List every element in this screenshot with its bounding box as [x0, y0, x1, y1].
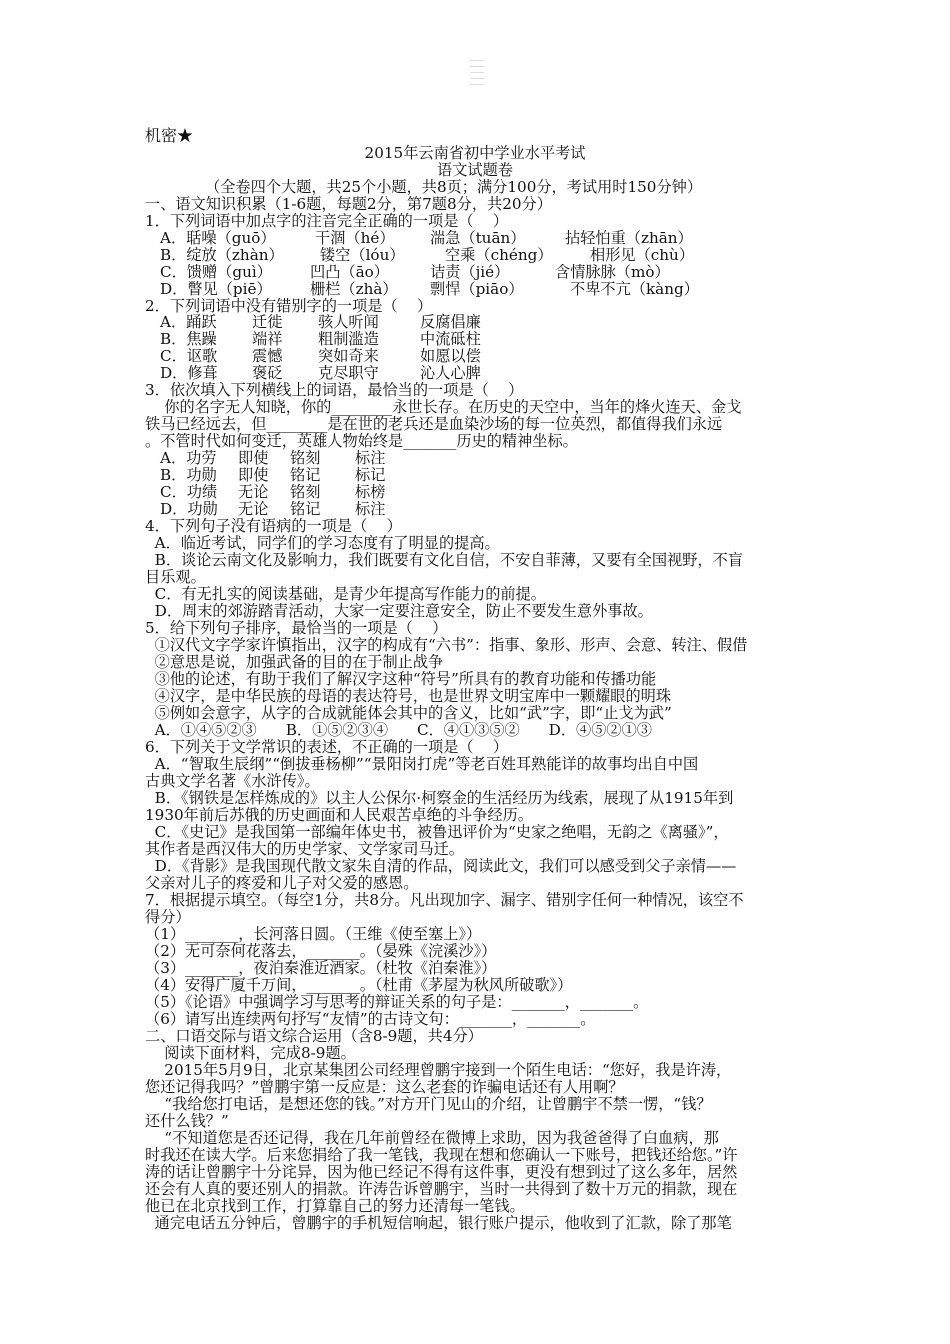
passage-line: 他已在北京找到工作，打算靠自己的努力还清每一笔钱。	[145, 1197, 525, 1215]
q3-option-a-word3: 铭刻	[290, 449, 321, 467]
q1-option-d-word3: 剽悍（piāo）	[430, 280, 524, 298]
q5-line: ⑤例如会意字，从字的合成就能体会其中的含义，比如“武”字，即“止戈为武”	[145, 704, 672, 722]
watermark-lines	[470, 55, 484, 93]
q4-line: A．临近考试，同学们的学习态度有了明显的提高。	[145, 534, 500, 552]
q3-option-a-word2: 即使	[238, 449, 269, 467]
q3-option-b-word4: 标记	[355, 466, 386, 484]
q6-line: C．《史记》是我国第一部编年体史书，被鲁迅评价为“史家之绝唱，无韵之《离骚》”，	[145, 823, 729, 841]
q3-option-b: B．功勋	[160, 466, 217, 484]
q2-option-a-word4: 反腐倡廉	[420, 313, 481, 331]
q5-options: A．①④⑤②③ B．①⑤②③④ C．④①③⑤② D．④⑤②①③	[145, 721, 652, 739]
q5-line: ②意思是说，加强武备的目的在于制止战争	[145, 653, 444, 671]
q6-line: 其作者是西汉伟大的历史学家、文学家司马迁。	[145, 840, 464, 858]
q4-line: D．周末的郊游踏青活动，大家一定要注意安全，防止不要发生意外事故。	[145, 602, 653, 620]
q3-option-c: C．功绩	[160, 483, 218, 501]
q1-option-d: D．瞥见（piē）	[160, 280, 272, 298]
q7-item: （2）无可奈何花落去，_______。（晏殊《浣溪沙》）	[145, 942, 497, 960]
q2-option-c-word2: 震憾	[252, 347, 283, 365]
q6-line: 古典文学名著《水浒传》。	[145, 772, 320, 790]
q2-option-d-word4: 沁人心脾	[420, 364, 481, 382]
q7-stem: 7．根据提示填空。（每空1分，共8分。凡出现加字、漏字、错别字任何一种情况，该空不	[145, 891, 744, 909]
passage-line: 还会有人真的要还别人的捐款。许涛告诉曾鹏宇，当时一共得到了数十万元的捐款，现在	[145, 1180, 738, 1198]
exam-title: 2015年云南省初中学业水平考试	[364, 144, 586, 162]
passage-line: 阅读下面材料，完成8-9题。	[145, 1044, 356, 1062]
q1-option-c-word2: 凹凸（āo）	[310, 263, 389, 281]
q7-item: （6）请写出连续两句抒写“友情”的古诗文句：_______，_______。	[145, 1010, 596, 1028]
q2-option-b-word4: 中流砥柱	[420, 330, 481, 348]
q1-option-c: C．馈赠（guì）	[160, 263, 272, 281]
q5-line: ①汉代文字学家许慎指出，汉字的构成有“六书”：指事、象形、形声、会意、转注、假借	[145, 636, 748, 654]
q1-stem: 1．下列词语中加点字的注音完全正确的一项是（ ）	[145, 212, 509, 230]
q6-line: 父亲对儿子的疼爱和儿子对父爱的感恩。	[145, 874, 419, 892]
q3-passage-line: 铁马已经远去，但________是在世的老兵还是血染沙场的每一位英烈，都值得我们永远	[145, 415, 723, 433]
q3-passage-line: 。不管时代如何变迁，英雄人物始终是_______历史的精神坐标。	[145, 432, 578, 450]
q5-line: ④汉字，是中华民族的母语的表达符号，也是世界文明宝库中一颗耀眼的明珠	[145, 687, 672, 705]
section1-heading: 一、语文知识积累（1-6题，每题2分，第7题8分，共20分）	[145, 195, 552, 213]
q1-option-b-word3: 空乘（chéng）	[445, 246, 553, 264]
q1-option-b-word4: 相形见（chù）	[590, 246, 695, 264]
q3-option-c-word3: 铭刻	[290, 483, 321, 501]
q3-option-d: D．功勋	[160, 500, 218, 518]
q2-option-b: B．焦躁	[160, 330, 217, 348]
q3-option-a: A．功劳	[160, 449, 217, 467]
q7-item: （4）安得广厦千万间，_______。（杜甫《茅屋为秋风所破歌》）	[145, 976, 573, 994]
q3-option-c-word2: 无论	[238, 483, 269, 501]
q1-option-b-word2: 镂空（lóu）	[320, 246, 405, 264]
q7-item: （1）_______，长河落日圆。（王维《使至塞上》）	[145, 925, 482, 943]
q6-line: B．《钢铁是怎样炼成的》以主人公保尔·柯察金的生活经历为线索，展现了从1915年到	[145, 789, 734, 807]
passage-line: “不知道您是否还记得，我在几年前曾经在微博上求助，因为我爸爸得了白血病，那	[145, 1129, 719, 1147]
section2-heading: 二、口语交际与语文综合运用（含8-9题，共4分）	[145, 1027, 483, 1045]
q7-stem-cont: 得分）	[145, 908, 191, 926]
q1-option-c-word4: 含情脉脉（mò）	[555, 263, 670, 281]
q5-stem: 5．给下列句子排序，最恰当的一项是（ ）	[145, 619, 448, 637]
q2-option-d-word3: 克尽职守	[318, 364, 379, 382]
q1-option-b: B．绽放（zhàn）	[160, 246, 284, 264]
passage-line: 涛的话让曾鹏宇十分诧异，因为他已经记不得有这件事，更没有想到过了这么多年，居然	[145, 1163, 738, 1181]
exam-instructions: （全卷四个大题，共25个小题，共8页；满分100分，考试用时150分钟）	[205, 178, 703, 196]
q6-line: A．“智取生辰纲”“倒拔垂杨柳”“景阳岗打虎”等老百姓耳熟能详的故事均出自中国	[145, 755, 699, 773]
q1-option-d-word2: 栅栏（zhà）	[310, 280, 398, 298]
q3-stem: 3．依次填入下列横线上的词语，最恰当的一项是（ ）	[145, 381, 524, 399]
passage-line: “我给您打电话，是想还您的钱。”对方开门见山的介绍，让曾鹏宇不禁一愣，“钱？	[145, 1095, 712, 1113]
secret-mark: 机密★	[145, 126, 194, 145]
q4-line: 目乐观。	[145, 568, 206, 586]
q4-stem: 4．下列句子没有语病的一项是（ ）	[145, 517, 402, 535]
q2-stem: 2．下列词语中没有错别字的一项是（ ）	[145, 297, 433, 315]
q6-line: D．《背影》是我国现代散文家朱自清的作品，阅读此文，我们可以感受到父子亲情——	[145, 857, 737, 875]
q2-option-c-word4: 如愿以偿	[420, 347, 481, 365]
q2-option-d: D．修葺	[160, 364, 218, 382]
q3-option-b-word2: 即使	[238, 466, 269, 484]
q3-option-c-word4: 标榜	[355, 483, 386, 501]
q1-option-a-word3: 湍急（tuān）	[430, 229, 526, 247]
q3-option-d-word4: 标注	[355, 500, 386, 518]
q2-option-a: A．踊跃	[160, 313, 217, 331]
q2-option-a-word2: 迁徙	[252, 313, 283, 331]
q1-option-c-word3: 诘责（jié）	[430, 263, 510, 281]
passage-line: 您还记得我吗？”曾鹏宇第一反应是：这么老套的诈骗电话还有人用啊？	[145, 1078, 624, 1096]
q2-option-b-word3: 粗制滥造	[318, 330, 379, 348]
q4-line: C．有无扎实的阅读基础，是青少年提高写作能力的前提。	[145, 585, 546, 603]
q2-option-d-word2: 褒砭	[252, 364, 283, 382]
q3-option-d-word3: 铭记	[290, 500, 321, 518]
q2-option-b-word2: 端祥	[252, 330, 283, 348]
q2-option-c-word3: 突如奇来	[318, 347, 379, 365]
q4-line: B．谈论云南文化及影响力，我们既要有文化自信，不安自菲薄，又要有全国视野，不盲	[145, 551, 743, 569]
q1-option-a-word4: 拈轻怕重（zhān）	[565, 229, 693, 247]
q2-option-a-word3: 骇人听闻	[318, 313, 379, 331]
passage-line: 时我还在读大学。后来您捐给了我一笔钱，我现在想和您确认一下账号，把钱还给您。”许	[145, 1146, 738, 1164]
q2-option-c: C．讴歌	[160, 347, 218, 365]
passage-line: 2015年5月9日，北京某集团公司经理曾鹏宇接到一个陌生电话：“您好，我是许涛，	[145, 1061, 732, 1079]
q6-line: 1930年前后苏俄的历史画面和人民艰苦卓绝的斗争经历。	[145, 806, 533, 824]
q1-option-a-word2: 干涸（hé）	[315, 229, 395, 247]
q3-option-b-word3: 铭记	[290, 466, 321, 484]
q6-stem: 6．下列关于文学常识的表述，不正确的一项是（ ）	[145, 738, 509, 756]
q7-item: （5）《论语》中强调学习与思考的辩证关系的句子是：_______，_______。	[145, 993, 649, 1011]
q7-item: （3）_______，夜泊秦淮近酒家。（杜牧《泊秦淮》）	[145, 959, 497, 977]
q3-passage-line: 你的名字无人知晓，你的________永世长存。在历史的天空中，当年的烽火连天、金戈	[145, 398, 742, 416]
q3-option-a-word4: 标注	[355, 449, 386, 467]
passage-line: 还什么钱？”	[145, 1112, 229, 1130]
q3-option-d-word2: 无论	[238, 500, 269, 518]
q1-option-a: A．聒噪（guō）	[160, 229, 276, 247]
passage-line: 通完电话五分钟后，曾鹏宇的手机短信响起，银行账户提示，他收到了汇款，除了那笔	[145, 1214, 732, 1232]
paper-subtitle: 语文试题卷	[437, 161, 513, 179]
q1-option-d-word4: 不卑不亢（kàng）	[570, 280, 699, 298]
q5-line: ③他的论述，有助于我们了解汉字这种“符号”所具有的教育功能和传播功能	[145, 670, 657, 688]
